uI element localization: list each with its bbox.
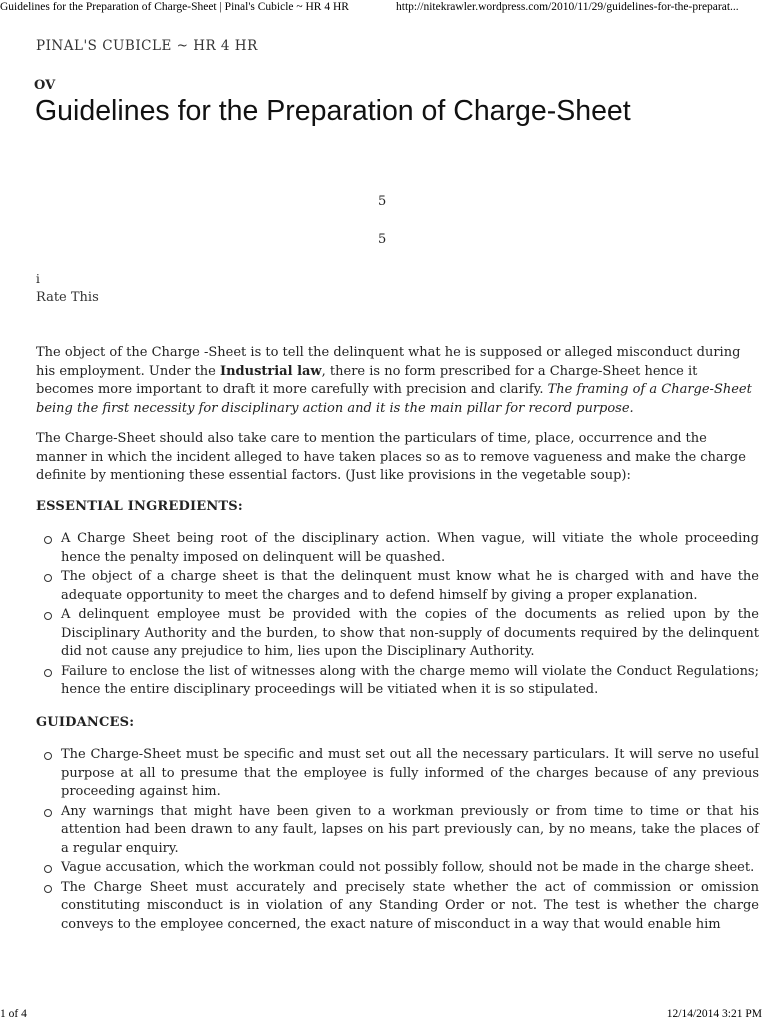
section-heading: GUIDANCES: [36,714,135,730]
list-item: Any warnings that might have been given to a workman previously or from time to time or that his attention had been drawn to any fault, lapses on his part previously can, by no means, take the places of a regular enquiry. [61,803,759,859]
print-header [0,1,768,13]
section-heading: ESSENTIAL INGREDIENTS: [36,498,243,514]
bold-text: Industrial law [220,363,322,379]
rating-fragment: i [36,272,40,286]
rate-this-label[interactable]: Rate This [36,290,99,305]
circle-bullet-icon [44,865,52,873]
print-header-title: Guidelines for the Preparation of Charge-Sheet | Pinal's Cubicle ~ HR 4 HR [0,1,349,13]
site-title[interactable]: PINAL'S CUBICLE ~ HR 4 HR [36,38,258,54]
guidances-list [36,746,759,934]
list-item: A delinquent employee must be provided with the copies of the documents as relied upon by the Disciplinary Authority and the burden, to show that non-supply of documents required by the delinquent did not cause any prejudice to him, lies upon the Disciplinary Authority. [61,606,759,662]
essentials-list [36,530,759,700]
post-content [36,344,759,948]
circle-bullet-icon [44,809,52,817]
paragraph: The object of the Charge -Sheet is to tell the delinquent what he is supposed or alleged misconduct during his employment. Under the Industrial law, there is no form prescribed for a Charge-Sheet hence it becomes more important to draft it more carefully with precision and clarify. The framing of a Charge-Sheet being the first necessity for disciplinary action and it is the main pillar for record purpose. [36,345,752,416]
rating-value: 5 [378,194,387,209]
print-header-url: http://nitekrawler.wordpress.com/2010/11/29/guidelines-for-the-preparat... [396,1,739,13]
post-title: Guidelines for the Preparation of Charge-Sheet [35,95,631,127]
list-item: The Charge Sheet must accurately and precisely state whether the act of commission or omission constituting misconduct is in violation of any Standing Order or not. The test is whether the charge conveys to the employee concerned, the exact nature of misconduct in a way that would enable him [61,879,759,935]
rating-value: 5 [378,232,387,247]
list-item: The Charge-Sheet must be specific and must set out all the necessary particulars. It will serve no useful purpose at all to presume that the employee is fully informed of the charges because of any previous proceeding against him. [61,746,759,802]
italic-text: The framing of a Charge-Sheet being the first necessity for disciplinary action and it is the main pillar for record purpose. [36,382,752,416]
circle-bullet-icon [44,885,52,893]
print-date: 12/14/2014 3:21 PM [666,1008,762,1020]
list-item: Failure to enclose the list of witnesses along with the charge memo will violate the Conduct Regulations; hence the entire disciplinary proceedings will be vitiated when it is so stipulated. [61,663,759,700]
circle-bullet-icon [44,574,52,582]
circle-bullet-icon [44,612,52,620]
list-item: A Charge Sheet being root of the disciplinary action. When vague, will vitiate the whole proceeding hence the penalty imposed on delinquent will be quashed. [61,530,759,567]
circle-bullet-icon [44,669,52,677]
page-number: 1 of 4 [0,1008,27,1020]
cut-off-nav-fragment: OV [34,78,56,93]
circle-bullet-icon [44,752,52,760]
circle-bullet-icon [44,536,52,544]
list-item: Vague accusation, which the workman could not possibly follow, should not be made in the charge sheet. [61,859,759,878]
paragraph: The Charge-Sheet should also take care to mention the particulars of time, place, occurrence and the manner in which the incident alleged to have taken places so as to remove vagueness and make the charge definite by mentioning these essential factors. (Just like provisions in the vegetable soup): [36,431,746,483]
list-item: The object of a charge sheet is that the delinquent must know what he is charged with and have the adequate opportunity to meet the charges and to defend himself by giving a proper explanation. [61,568,759,605]
print-footer [0,1008,768,1020]
